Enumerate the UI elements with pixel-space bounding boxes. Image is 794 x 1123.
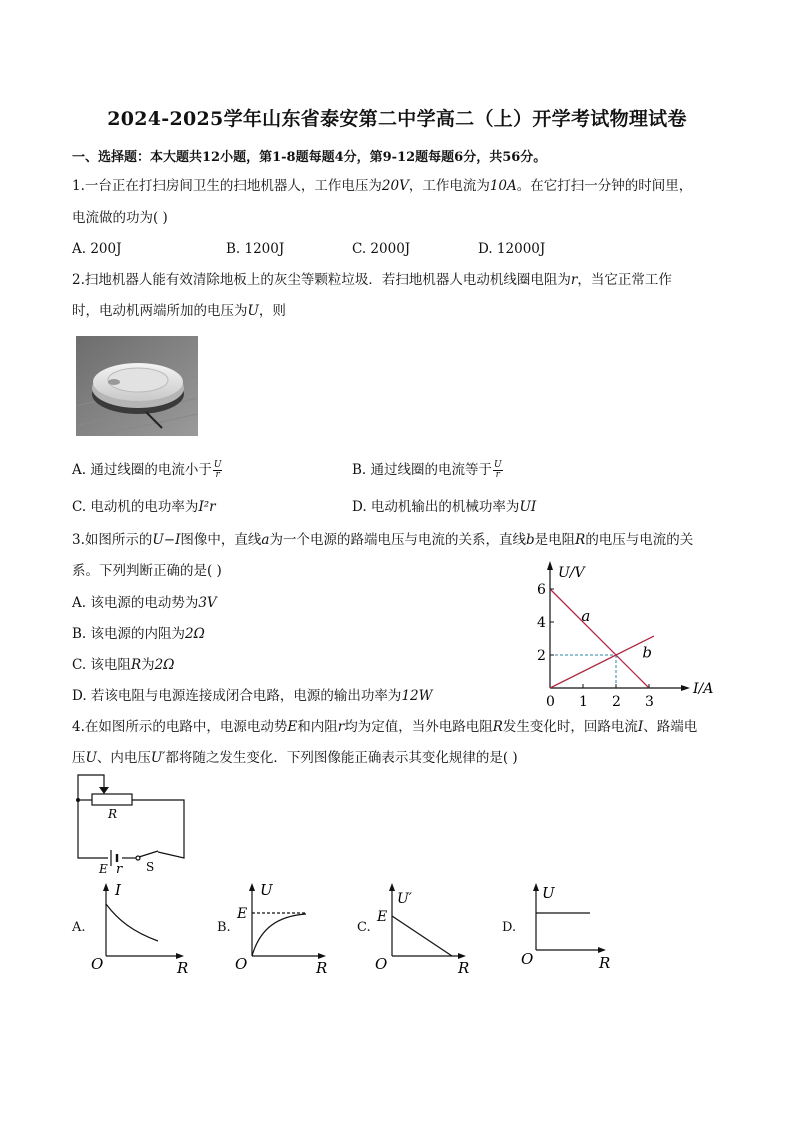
graph-d-origin: O	[521, 950, 534, 968]
q2-stem-line1: 2.扫地机器人能有效清除地板上的灰尘等颗粒垃圾．若扫地机器人电动机线圈电阻为r，当它正常工作	[72, 272, 672, 288]
chart-ticks	[537, 582, 654, 710]
graph-b-x-label: R	[316, 959, 328, 975]
q1-option-d[interactable]: D. 12000J	[478, 241, 546, 257]
graph-a-y-label: I	[115, 881, 121, 899]
chart-y-axis-label: U/V	[558, 565, 585, 581]
circuit-label-r-internal: r	[116, 862, 123, 877]
q1-stem-line2: 电流做的功为( )	[72, 210, 168, 226]
chart-series-label-b: b	[642, 643, 653, 662]
graph-c-origin: O	[375, 955, 388, 973]
graph-b-y-label: U	[260, 881, 273, 899]
graph-d[interactable]	[518, 880, 628, 975]
q4-option-b[interactable]: B.	[217, 920, 231, 935]
q1-option-a[interactable]: A. 200J	[72, 241, 122, 257]
graph-d-x-label: R	[599, 954, 611, 972]
chart-series-line-b	[550, 636, 654, 688]
chart-series-label-a: a	[581, 607, 591, 626]
rheostat-r	[92, 794, 132, 805]
graph-a-origin: O	[91, 955, 104, 973]
graph-b-e-label: E	[237, 906, 248, 922]
chart-y-tick-label: 6	[537, 582, 546, 598]
fraction-u-over-r: $\frac{U}{r}$	[213, 460, 222, 480]
chart-y-arrow-icon	[547, 561, 553, 570]
q1-option-b[interactable]: B. 1200J	[226, 241, 285, 257]
q4-stem-line1: 4.在如图所示的电路中，电源电动势E和内阻r均为定值，当外电路电阻R发生变化时，回路电流I、路端电	[72, 719, 698, 735]
q2-option-b[interactable]: B. 通过线圈的电流等于 $\frac{U}{r}$	[352, 460, 502, 480]
chart-x-tick-label: 2	[612, 694, 621, 710]
graph-c[interactable]	[370, 880, 480, 975]
q3-option-b[interactable]: B. 该电源的内阻为2Ω	[72, 626, 205, 642]
q4-option-c[interactable]: C.	[357, 920, 371, 935]
chart-x-tick-label: 1	[579, 694, 588, 710]
q3-stem-line1: 3.如图所示的U−I图像中，直线a为一个电源的路端电压与电流的关系，直线b是电阻R的电压与电流的关	[72, 532, 694, 548]
q3-stem-line2: 系。下列判断正确的是( )	[72, 563, 222, 579]
chart-x-tick-label: 0	[546, 694, 555, 710]
chart-y-tick-label: 4	[537, 615, 546, 631]
circuit-diagram	[68, 772, 198, 877]
chart-series-line-a	[550, 589, 649, 688]
ui-graph	[520, 555, 730, 710]
circuit-label-s: S	[146, 860, 155, 874]
chart-x-arrow-icon	[681, 685, 690, 691]
q2-stem-line2: 时，电动机两端所加的电压为U，则	[72, 303, 286, 319]
graph-a[interactable]	[88, 880, 198, 975]
q3-option-d[interactable]: D. 若该电阻与电源连接成闭合电路，电源的输出功率为12W	[72, 688, 433, 704]
graph-b-origin: O	[235, 955, 248, 973]
chart-y-tick-label: 2	[537, 648, 546, 664]
q4-stem-line2: 压U、内电压U′都将随之发生变化．下列图像能正确表示其变化规律的是( )	[72, 750, 518, 766]
graph-c-y-label: U′	[397, 891, 412, 907]
chart-series	[550, 589, 654, 688]
q4-option-d[interactable]: D.	[502, 920, 517, 935]
q4-graph-options	[72, 880, 672, 980]
fraction-u-over-r: $\frac{U}{r}$	[494, 460, 502, 480]
q1-stem-line1: 1.一台正在打扫房间卫生的扫地机器人，工作电压为20V，工作电流为10A。在它打扫一分钟的时间里，	[72, 178, 693, 194]
q3-option-a[interactable]: A. 该电源的电动势为3V	[72, 595, 217, 611]
switch-s[interactable]	[139, 851, 158, 857]
q2-option-d[interactable]: D. 电动机输出的机械功率为UI	[352, 499, 537, 515]
circuit-label-e: E	[99, 862, 108, 876]
graph-a-x-label: R	[177, 959, 189, 975]
q3-option-c[interactable]: C. 该电阻R为2Ω	[72, 657, 175, 673]
q1-option-c[interactable]: C. 2000J	[352, 241, 411, 257]
graph-c-e-label: E	[377, 909, 388, 925]
section-heading: 一、选择题：本大题共12小题，第1-8题每题4分，第9-12题每题6分，共56分。	[72, 150, 547, 165]
graph-c-x-label: R	[458, 959, 470, 975]
robot-vacuum-photo	[76, 336, 198, 436]
graph-b[interactable]	[230, 880, 340, 975]
circuit-label-r-resistor: R	[108, 807, 118, 821]
q4-option-a[interactable]: A.	[72, 920, 86, 935]
chart-x-tick-label: 3	[645, 694, 654, 710]
q2-option-a[interactable]: A. 通过线圈的电流小于 $\frac{U}{r}$	[72, 460, 222, 480]
chart-x-axis-label: I/A	[693, 681, 714, 697]
page-title: 2024-2025学年山东省泰安第二中学高二（上）开学考试物理试卷	[107, 108, 687, 130]
slider-arrow-icon	[99, 787, 109, 794]
q2-option-c[interactable]: C. 电动机的电功率为I²r	[72, 499, 216, 515]
graph-d-y-label: U	[542, 884, 555, 902]
